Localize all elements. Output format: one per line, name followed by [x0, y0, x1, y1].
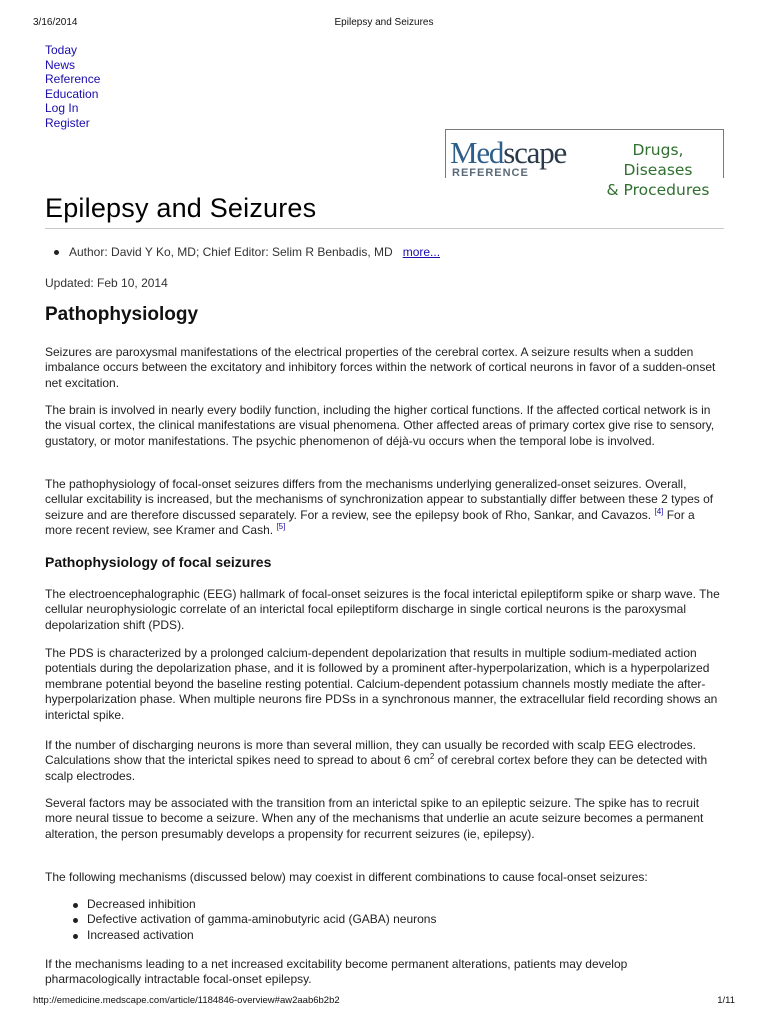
more-authors-link[interactable]: more...	[402, 245, 441, 259]
logo-reference: REFERENCE	[452, 167, 529, 179]
paragraph: The following mechanisms (discussed below) may coexist in different combinations to cause focal-onset seizures:	[45, 870, 648, 884]
paragraph-text: If the number of discharging neurons is more than several million, they can usually be recorded with scalp EEG electrodes. Calculations show that the interictal spikes need to spread to about 6 cm	[45, 738, 696, 768]
author-text: Author: David Y Ko, MD; Chief Editor: Selim R Benbadis, MD	[69, 245, 393, 259]
superscript: 2	[429, 752, 435, 762]
paragraph: Several factors may be associated with the transition from an interictal spike to an epileptic seizure. The spike has to recruit more neural tissue to become a seizure. When any of the mechanisms that underlie an acute seizure becomes a permanent alteration, the person presumably develops a propensity for recurrent seizures (ie, epilepsy).	[45, 796, 704, 841]
paragraph-text: The pathophysiology of focal-onset seizures differs from the mechanisms underlying generalized-onset seizures. Overall, cellular excitability is increased, but the mechanisms of synchronization appear to substantially differ between these 2 types of seizure and are therefore discussed separately. For a review, see the epilepsy book of Rho, Sankar, and Cavazos.	[45, 477, 714, 522]
subsection-heading: Pathophysiology of focal seizures	[45, 554, 272, 570]
citation-link[interactable]: [5]	[276, 522, 286, 532]
medscape-reference-logo[interactable]	[445, 129, 724, 199]
paragraph	[45, 738, 725, 784]
section-heading: Pathophysiology	[45, 304, 199, 325]
logo-tagline-line-2: & Procedures	[606, 181, 710, 199]
nav-link-news[interactable]: News	[45, 57, 76, 72]
mechanism-list	[87, 897, 436, 943]
paragraph	[45, 477, 725, 539]
list-item: Decreased inhibition	[87, 897, 436, 912]
paragraph: The electroencephalographic (EEG) hallmark of focal-onset seizures is the focal interictal epileptiform spike or sharp wave. The cellular neurophysiologic correlate of an interictal focal epileptiform discharge in single cortical neurons is the paroxysmal depolarization shift (PDS).	[45, 587, 720, 632]
page-number: 1/11	[717, 995, 735, 1006]
paragraph-text: of cerebral cortex before they can be detected with scalp electrodes.	[45, 753, 708, 783]
paragraph: The PDS is characterized by a prolonged calcium-dependent depolarization that results in multiple sodium-mediated action potentials during the depolarization phase, and it is followed by a prominent after-hyperpolarization, which is a hyperpolarized membrane potential beyond the baseline resting potential. Calcium-dependent potassium channels mostly mediate the after-hyperpolarization phase. When multiple neurons fire PDSs in a synchronous manner, the extracellular field recording shows an interictal spike.	[45, 646, 718, 722]
logo-wordmark	[450, 135, 566, 171]
nav-link-login[interactable]: Log In	[45, 101, 79, 116]
citation-link[interactable]: [4]	[654, 506, 664, 516]
updated-date: Updated: Feb 10, 2014	[45, 276, 168, 290]
nav-link-reference[interactable]: Reference	[45, 72, 101, 87]
paragraph: The brain is involved in nearly every bodily function, including the higher cortical functions. If the affected cortical network is in the visual cortex, the clinical manifestations are visual phenomena. Other affected areas of primary cortex give rise to sensory, gustatory, or motor manifestations. The psychic phenomenon of déjà-vu occurs when the temporal lobe is involved.	[45, 403, 715, 448]
print-date: 3/16/2014	[33, 17, 78, 28]
print-url: http://emedicine.medscape.com/article/1184846-overview#aw2aab6b2b2	[33, 995, 340, 1006]
nav-link-today[interactable]: Today	[45, 43, 78, 57]
list-item: Increased activation	[87, 928, 436, 943]
logo-med: Med	[450, 135, 504, 170]
list-item: Defective activation of gamma-aminobutyric acid (GABA) neurons	[87, 912, 437, 927]
author-line	[69, 245, 440, 259]
logo-tagline-line-1: Drugs, Diseases	[623, 141, 693, 179]
paragraph: Seizures are paroxysmal manifestations of the electrical properties of the cerebral cortex. A seizure results when a sudden imbalance occurs between the excitatory and inhibitory forces within the network of cortical neurons in favor of a sudden-onset net excitation.	[45, 345, 716, 390]
print-header	[33, 17, 735, 31]
logo-tagline	[596, 140, 720, 200]
paragraph: If the mechanisms leading to a net increased excitability become permanent alterations, patients may develop pharmacologically intractable focal-onset epilepsy.	[45, 957, 628, 987]
paragraph-text: For a more recent review, see Kramer and Cash.	[45, 507, 695, 538]
print-title: Epilepsy and Seizures	[334, 17, 434, 28]
top-nav	[45, 43, 100, 131]
nav-link-register[interactable]: Register	[45, 115, 90, 130]
logo-scape: scape	[503, 135, 567, 170]
article-title: Epilepsy and Seizures	[45, 193, 317, 223]
title-divider	[45, 228, 724, 229]
nav-link-education[interactable]: Education	[45, 86, 99, 101]
